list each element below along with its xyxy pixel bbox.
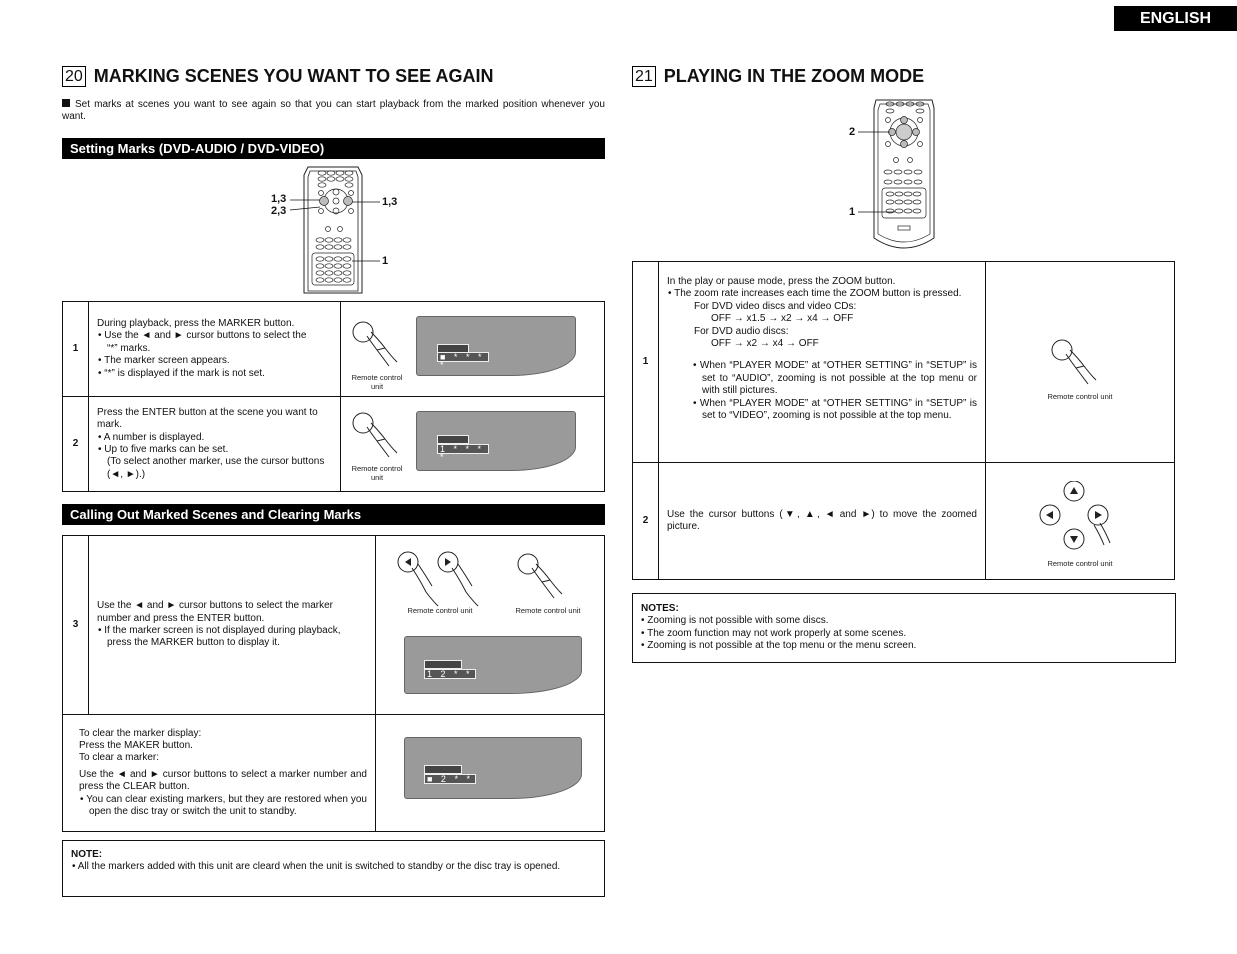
subsection-setting-marks: Setting Marks (DVD-AUDIO / DVD-VIDEO) bbox=[62, 138, 605, 159]
cursor-pad-icon bbox=[1036, 481, 1116, 553]
callout-label: 1 bbox=[382, 255, 389, 267]
callout-label: 2 bbox=[849, 126, 856, 138]
step-row bbox=[63, 302, 605, 397]
marker-steps-table bbox=[62, 301, 605, 492]
marker-osd bbox=[424, 765, 462, 774]
square-bullet-icon bbox=[62, 99, 70, 107]
section-number: 21 bbox=[632, 66, 656, 87]
step-number: 2 bbox=[633, 463, 659, 580]
step-row bbox=[633, 463, 1175, 580]
note-box: NOTE: • All the markers added with this unit are cleard when the unit is switched to standby or the disc tray is opened. bbox=[62, 840, 605, 897]
marker-osd bbox=[424, 660, 462, 669]
clear-row bbox=[63, 715, 605, 832]
step-number: 1 bbox=[633, 262, 659, 463]
caption: Remote control unit bbox=[351, 373, 403, 391]
step-row bbox=[63, 536, 605, 715]
marker-slots: ■ 2 * * bbox=[424, 774, 476, 784]
step-text: Press the ENTER button at the scene you want to mark. • A number is displayed. • Up to five marks can be set. (To select another marker, use the cursor buttons (◄, ►).) bbox=[89, 397, 341, 492]
marker-slots: ■ * * * * bbox=[437, 352, 489, 362]
step-row bbox=[63, 397, 605, 492]
callout-label: 2,3 bbox=[271, 205, 287, 217]
marker-slots: 1 2 * * bbox=[424, 669, 476, 679]
step-illustration bbox=[341, 397, 605, 492]
finger-press-icon bbox=[349, 409, 401, 465]
callout-steps-table bbox=[62, 535, 605, 832]
section-number: 20 bbox=[62, 66, 86, 87]
finger-press-icon bbox=[514, 550, 566, 606]
step-number: 1 bbox=[63, 302, 89, 397]
step-row bbox=[633, 262, 1175, 463]
step-illustration bbox=[986, 463, 1175, 580]
language-tab: ENGLISH bbox=[1114, 6, 1237, 31]
section-21-heading bbox=[632, 66, 924, 87]
caption: Remote control unit bbox=[351, 464, 403, 482]
section-title: PLAYING IN THE ZOOM MODE bbox=[663, 66, 925, 86]
zoom-steps-table bbox=[632, 261, 1175, 580]
caption: Remote control unit bbox=[407, 606, 473, 615]
step-text: During playback, press the MARKER button. • Use the ◄ and ► cursor buttons to select the “*” marks. • The marker screen appears. • “*” is displayed if the mark is not set. bbox=[89, 302, 341, 397]
caption: Remote control unit bbox=[515, 606, 581, 615]
step-text: In the play or pause mode, press the ZOOM button. • The zoom rate increases each time the ZOOM button is pressed. For DVD video discs and video CDs: OFF → x1.5 → x2 → x4 → OFF For DVD audio discs: OFF → x2 → x4 → OFF • When “PLAYER MODE” at “OTHER SETTING” in “SETUP” is set to “AUDIO”, zooming is not possible at the top menu or with still pictures. • When “PLAYER MODE” at “OTHER SETTING” in “SETUP” is set to “VIDEO”, zooming is not possible at the top menu. bbox=[659, 262, 986, 463]
step-text: Use the ◄ and ► cursor buttons to select the marker number and press the ENTER button. • If the marker screen is not displayed during playback, press the MARKER button to display it. bbox=[89, 536, 376, 715]
clear-instructions: To clear the marker display: Press the MAKER button. To clear a marker: Use the ◄ and ► cursor buttons to select a marker number and press the CLEAR button. • You can clear existing markers, but they are restored when you open the disc tray or switch the unit to standby. bbox=[63, 715, 376, 832]
section-title: MARKING SCENES YOU WANT TO SEE AGAIN bbox=[93, 66, 494, 86]
step-illustration bbox=[986, 262, 1175, 463]
callout-label: 1,3 bbox=[382, 196, 398, 208]
marker-slots: 1 * * * * bbox=[437, 444, 489, 454]
step-illustration bbox=[341, 302, 605, 397]
callout-label: 1 bbox=[849, 206, 856, 218]
step-text: Use the cursor buttons (▼, ▲, ◄ and ►) to move the zoomed picture. bbox=[659, 463, 986, 580]
notes-box: NOTES: • Zooming is not possible with some discs. • The zoom function may not work properly at some scenes. • Zooming is not possible at the top menu or the menu screen. bbox=[632, 593, 1176, 663]
intro-text: Set marks at scenes you want to see again so that you can start playback from the marked position whenever you want. bbox=[62, 99, 605, 122]
section-20-heading bbox=[62, 66, 494, 87]
subsection-calling-out: Calling Out Marked Scenes and Clearing Marks bbox=[62, 504, 605, 525]
step-number: 2 bbox=[63, 397, 89, 492]
remote-illustration-left bbox=[230, 165, 420, 295]
remote-illustration-right bbox=[840, 98, 950, 254]
finger-press-icon bbox=[349, 318, 401, 374]
finger-press-icon bbox=[1048, 336, 1100, 392]
cursor-buttons-press-icon bbox=[396, 548, 486, 608]
caption: Remote control unit bbox=[1047, 559, 1113, 568]
step-illustration bbox=[376, 536, 605, 715]
callout-label: 1,3 bbox=[271, 193, 287, 205]
caption: Remote control unit bbox=[1047, 392, 1113, 401]
marker-osd bbox=[437, 435, 469, 444]
step-number: 3 bbox=[63, 536, 89, 715]
step-illustration bbox=[376, 715, 605, 832]
